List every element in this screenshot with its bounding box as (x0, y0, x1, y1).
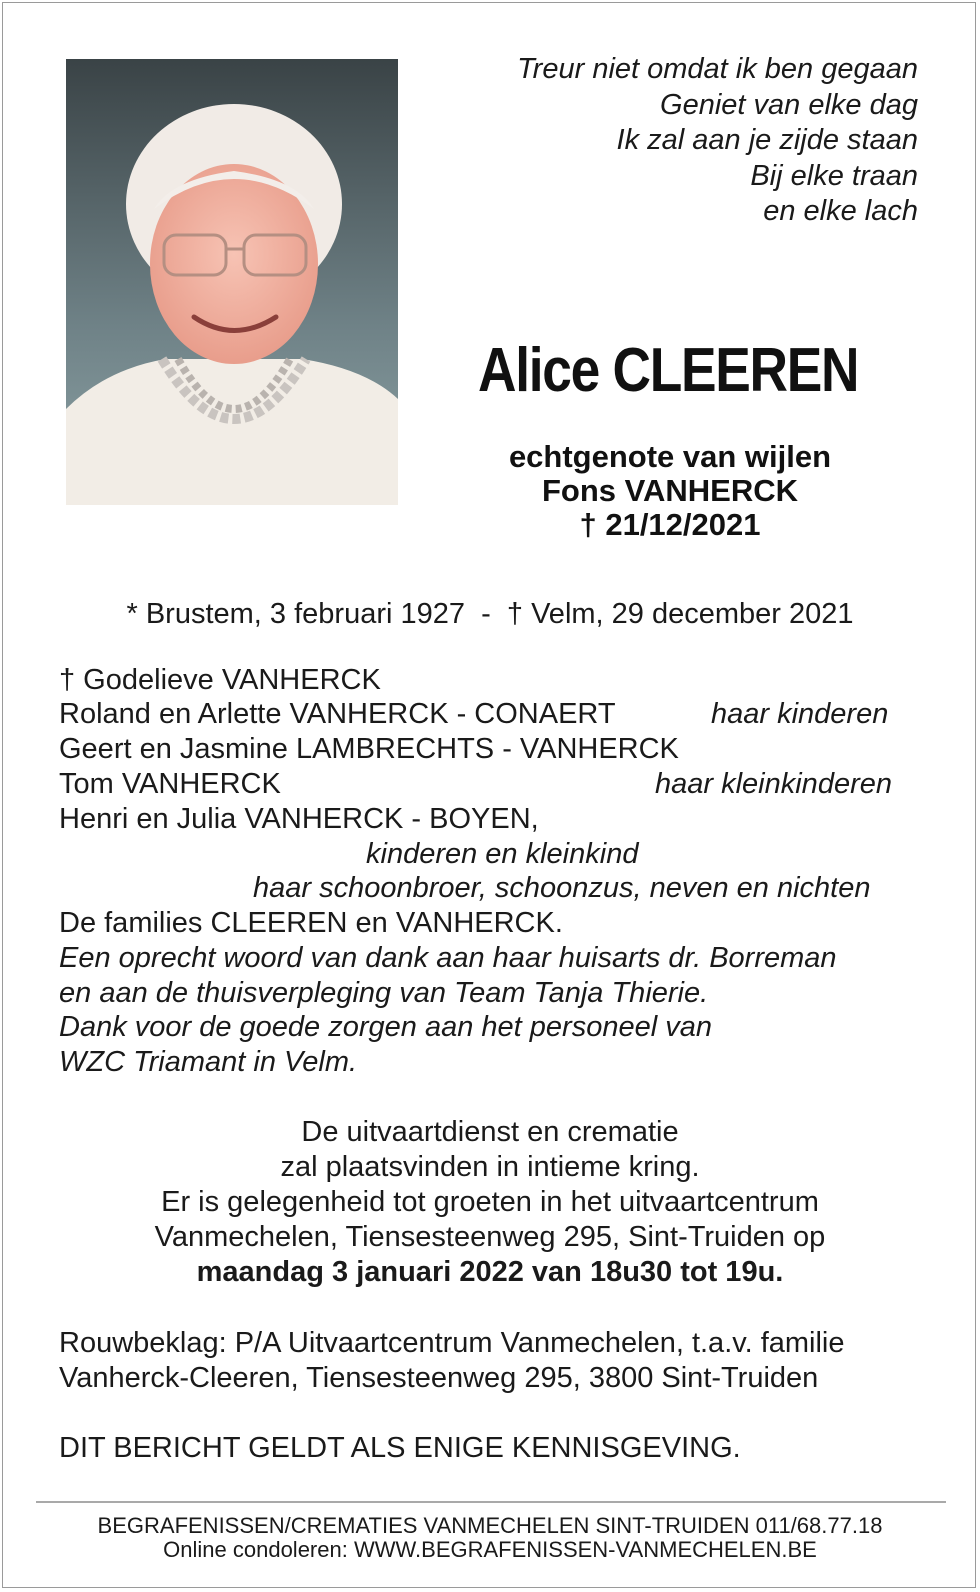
thanks-line: en aan de thuisverpleging van Team Tanja Thierie. (59, 977, 709, 1009)
family-line: Henri en Julia VANHERCK - BOYEN, (59, 803, 539, 835)
spouse-info (470, 440, 870, 542)
family-role: haar kleinkinderen (655, 768, 892, 800)
family-line: Tom VANHERCK (59, 768, 281, 800)
poem-line: Ik zal aan je zijde staan (616, 124, 918, 156)
life-dates: * Brustem, 3 februari 1927 - † Velm, 29 december 2021 (126, 598, 854, 630)
poem-line: en elke lach (763, 195, 918, 227)
footer-company: BEGRAFENISSEN/CREMATIES VANMECHELEN SINT-TRUIDEN 011/68.77.18 (97, 1513, 883, 1538)
footer-website: Online condoleren: WWW.BEGRAFENISSEN-VANMECHELEN.BE (163, 1537, 817, 1562)
family-role: haar kinderen (711, 698, 889, 730)
poem-line: Geniet van elke dag (660, 88, 918, 121)
family-line: † Godelieve VANHERCK (59, 664, 381, 696)
poem-line: Bij elke traan (750, 159, 918, 192)
family-role: kinderen en kleinkind (366, 838, 639, 870)
spouse-relation: echtgenote van wijlen (508, 439, 832, 474)
family-line: Geert en Jasmine LAMBRECHTS - VANHERCK (59, 733, 679, 765)
service-line: zal plaatsvinden in intieme kring. (280, 1151, 700, 1183)
poem (517, 52, 918, 230)
notice-text: DIT BERICHT GELDT ALS ENIGE KENNISGEVING. (59, 1432, 741, 1464)
poem-line: Treur niet omdat ik ben gegaan (517, 53, 918, 85)
condolence-line: Vanherck-Cleeren, Tiensesteenweg 295, 3800 Sint-Truiden (59, 1362, 819, 1394)
thanks-line: WZC Triamant in Velm. (59, 1046, 358, 1078)
family-line: De families CLEEREN en VANHERCK. (59, 907, 563, 939)
service-line: De uitvaartdienst en crematie (301, 1116, 679, 1148)
footer-divider (36, 1501, 946, 1503)
spouse-name: Fons VANHERCK (541, 473, 799, 508)
thanks-line: Dank voor de goede zorgen aan het personeel van (59, 1011, 712, 1043)
service-line: Vanmechelen, Tiensesteenweg 295, Sint-Truiden op (154, 1221, 826, 1253)
portrait-photo (66, 59, 398, 505)
thanks-line: Een oprecht woord van dank aan haar huisarts dr. Borreman (59, 942, 837, 974)
family-role: haar schoonbroer, schoonzus, neven en nichten (253, 872, 871, 904)
condolence-line: Rouwbeklag: P/A Uitvaartcentrum Vanmechelen, t.a.v. familie (59, 1327, 845, 1359)
family-line: Roland en Arlette VANHERCK - CONAERT (59, 698, 616, 730)
service-line: Er is gelegenheid tot groeten in het uitvaartcentrum (161, 1186, 819, 1218)
footer (0, 1514, 980, 1562)
deceased-name: Alice CLEEREN (478, 336, 859, 405)
spouse-death-date: † 21/12/2021 (579, 507, 761, 542)
visitation-time: maandag 3 januari 2022 van 18u30 tot 19u. (196, 1256, 784, 1288)
funeral-service (0, 1115, 980, 1290)
